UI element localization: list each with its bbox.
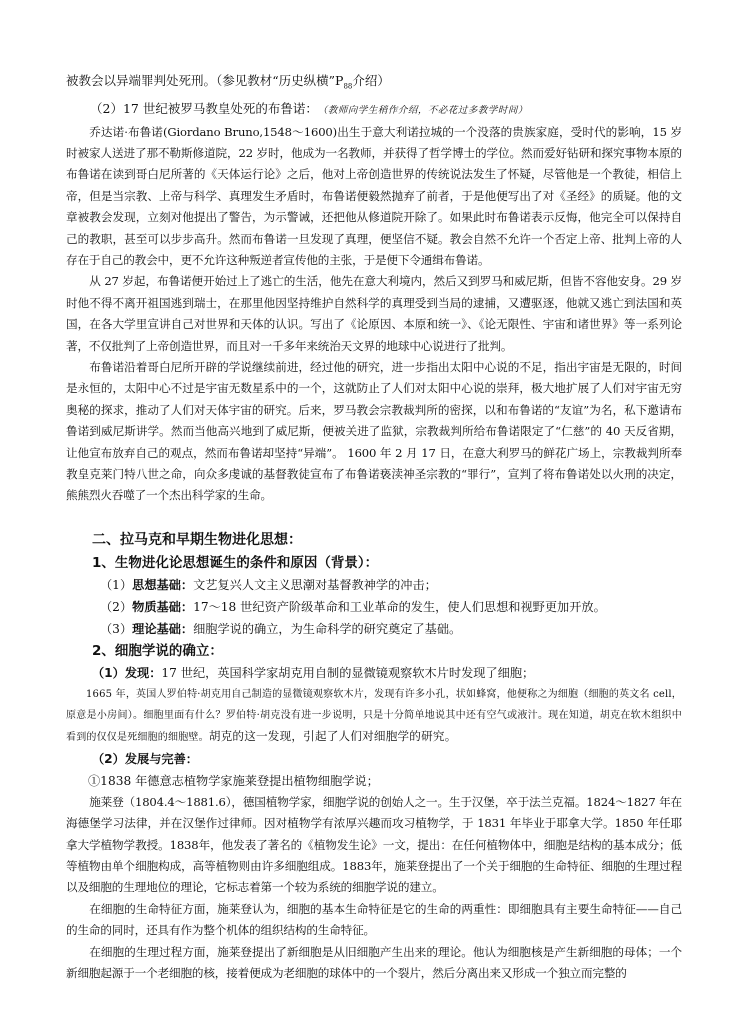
condition-text: 文艺复兴人文主义思潮对基督教神学的冲击； bbox=[193, 577, 437, 592]
schleiden-item: ①1838 年德意志植物学家施莱登提出植物细胞学说； bbox=[88, 773, 379, 788]
condition-num: （1） bbox=[100, 577, 133, 592]
condition-item bbox=[66, 596, 682, 618]
development-label: （2）发展与完善： bbox=[92, 751, 198, 766]
heading-conditions: 1、生物进化论思想诞生的条件和原因（背景）： bbox=[92, 554, 379, 571]
teacher-note: （教师向学生稍作介绍，不必花过多教学时间） bbox=[317, 104, 528, 116]
hooke-small-text: 1665 年，英国人罗伯特·胡克用自己制造的显微镜观察软木片，发现有许多小孔，状如蜂窝，他便称之为细胞（细胞的英文名 cell，原意是小房间）。细胞里面有什么？罗伯特·胡克没有进一步说明，只是十分简单地说其中还有空气或液汁。现在知道，胡克在软木组织中看到的仅仅是死细胞的细胞壁。 bbox=[66, 688, 682, 743]
condition-text: 17～18 世纪资产阶级革命和工业革命的发生，使人们思想和视野更加开放。 bbox=[193, 599, 606, 614]
schleiden-paragraph-2: 在细胞的生命特征方面，施莱登认为，细胞的基本生命特征是它的生命的两重性：即细胞具有主要生命特征——自己的生命的同时，还具有作为整个机体的组织结构的生命特征。 bbox=[66, 901, 682, 938]
section-bruno-title bbox=[66, 98, 682, 122]
condition-item bbox=[66, 574, 682, 596]
schleiden-paragraph-3: 在细胞的生理过程方面，施莱登提出了新细胞是从旧细胞产生出来的理论。他认为细胞核是产生新细胞的母体；一个新细胞起源于一个老细胞的核，接着便成为老细胞的球体中的一个裂片，然后分离出来又形成一个独立而完整的 bbox=[66, 944, 682, 981]
spacer bbox=[66, 507, 682, 529]
bruno-paragraph-1: 乔达诺·布鲁诺(Giordano Bruno,1548～1600)出生于意大利诺拉城的一个没落的贵族家庭，受时代的影响，15 岁时被家人送进了那不勒斯修道院，22 岁时，他成为一名教师，并获得了哲学博士的学位。然而爱好钻研和探究事物本原的布鲁诺在读到哥白尼所著的《天体运行论》之后，他对上帝创造世界的传统说法发生了怀疑，尽管他是一个教徒，相信上帝，但是当宗教、上帝与科学、真理发生矛盾时，布鲁诺便毅然抛弃了前者，于是他便写出了对《圣经》的质疑。他的文章被教会发现，立刻对他提出了警告，为示警诫，还把他从修道院开除了。如果此时布鲁诺表示反悔，他完全可以保持自己的教职，甚至可以步步高升。然而布鲁诺一旦发现了真理，便坚信不疑。教会自然不允许一个否定上帝、批判上帝的人存在于自己的教会中，更不允许这种叛逆者宣传他的主张，于是便下令通缉布鲁诺。 bbox=[66, 124, 682, 267]
discovery-label: （1）发现： bbox=[92, 665, 162, 680]
hooke-paragraph bbox=[66, 684, 682, 748]
bruno-paragraph-2: 从 27 岁起，布鲁诺便开始过上了逃亡的生活，他先在意大利境内，然后又到罗马和威尼斯，但皆不容他安身。29 岁时他不得不离开祖国逃到瑞士，在那里他因坚持维护自然科学的真理受到当局的逮捕，又遭驱逐，他就又逃亡到法国和英国，在各大学里宣讲自己对世界和天体的认识。写出了《论原因、本原和统一》、《论无限性、宇宙和诸世界》等一系列论著，不仅批判了上帝创造世界，而且对一千多年来统治天文界的地球中心说进行了批判。 bbox=[66, 274, 682, 353]
condition-label: 思想基础： bbox=[132, 577, 194, 592]
condition-label: 物质基础： bbox=[132, 599, 194, 614]
discovery-text: 17 世纪，英国科学家胡克用自制的显微镜观察软木片时发现了细胞； bbox=[161, 665, 535, 680]
discovery-item bbox=[66, 662, 682, 684]
condition-text: 细胞学说的确立，为生命科学的研究奠定了基础。 bbox=[193, 621, 462, 636]
schleiden-paragraph-1: 施莱登（1804.4～1881.6），德国植物学家，细胞学说的创始人之一。生于汉堡，卒于法兰克福。1824～1827 年在海德堡学习法律，并在汉堡作过律师。因对植物学有浓厚兴趣而攻习植物学，于 1831 年毕业于耶拿大学。1850 年任耶拿大学植物学教授。1838年，他发表了著名的《植物发生论》一文，提出：在任何植物体中，细胞是结构的基本成分；低等植物由单个细胞构成，高等植物则由许多细胞组成。1883年，施莱登提出了一个关于细胞的生命特征、细胞的生理过程以及细胞的生理地位的理论，它标志着第一个较为系统的细胞学说的建立。 bbox=[66, 794, 682, 895]
page-subscript: 88 bbox=[343, 82, 353, 91]
bruno-paragraph-3: 布鲁诺沿着哥白尼所开辟的学说继续前进，经过他的研究，进一步指出太阳中心说的不足，指出宇宙是无限的，时间是永恒的，太阳中心不过是宇宙无数星系中的一个，这就防止了人们对太阳中心说的崇拜，极大地扩展了人们对宇宙无穷奥秘的探求，推动了人们对天体宇宙的研究。后来，罗马教会宗教裁判所的密探，以和布鲁诺的“友谊”为名，私下邀请布鲁诺到威尼斯讲学。然而当他高兴地到了威尼斯，便被关进了监狱，宗教裁判所给布鲁诺限定了“仁慈”的 40 天反省期，让他宣布放弃自己的观点，然而布鲁诺却坚持“异端”。 1600 年 2 月 17 日，在意大利罗马的鲜花广场上，宗教裁判所奉教皇克莱门特八世之命，向众多虔诚的基督教徒宣布了布鲁诺亵渎神圣宗教的“罪行”，宣判了将布鲁诺处以火刑的决定，熊熊烈火吞噬了一个杰出科学家的生命。 bbox=[66, 359, 682, 503]
hooke-tail-text: 胡克的这一发现，引起了人们对细胞学的研究。 bbox=[208, 728, 457, 743]
condition-label: 理论基础： bbox=[132, 621, 194, 636]
bruno-title-text: （2）17 世纪被罗马教皇处死的布鲁诺： bbox=[90, 100, 318, 116]
condition-num: （3） bbox=[100, 621, 133, 636]
development-item bbox=[66, 748, 682, 770]
intro-line-text: 被教会以异端罪判处死刑。（参见教材“历史纵横”P bbox=[66, 73, 344, 88]
heading-cell-theory: 2、细胞学说的确立： bbox=[92, 642, 223, 659]
intro-line-end: 介绍） bbox=[352, 73, 390, 88]
document-page bbox=[66, 70, 682, 984]
condition-num: （2） bbox=[100, 599, 133, 614]
intro-line bbox=[66, 70, 682, 98]
heading-lamarck: 二、拉马克和早期生物进化思想： bbox=[92, 531, 302, 548]
condition-item bbox=[66, 618, 682, 640]
